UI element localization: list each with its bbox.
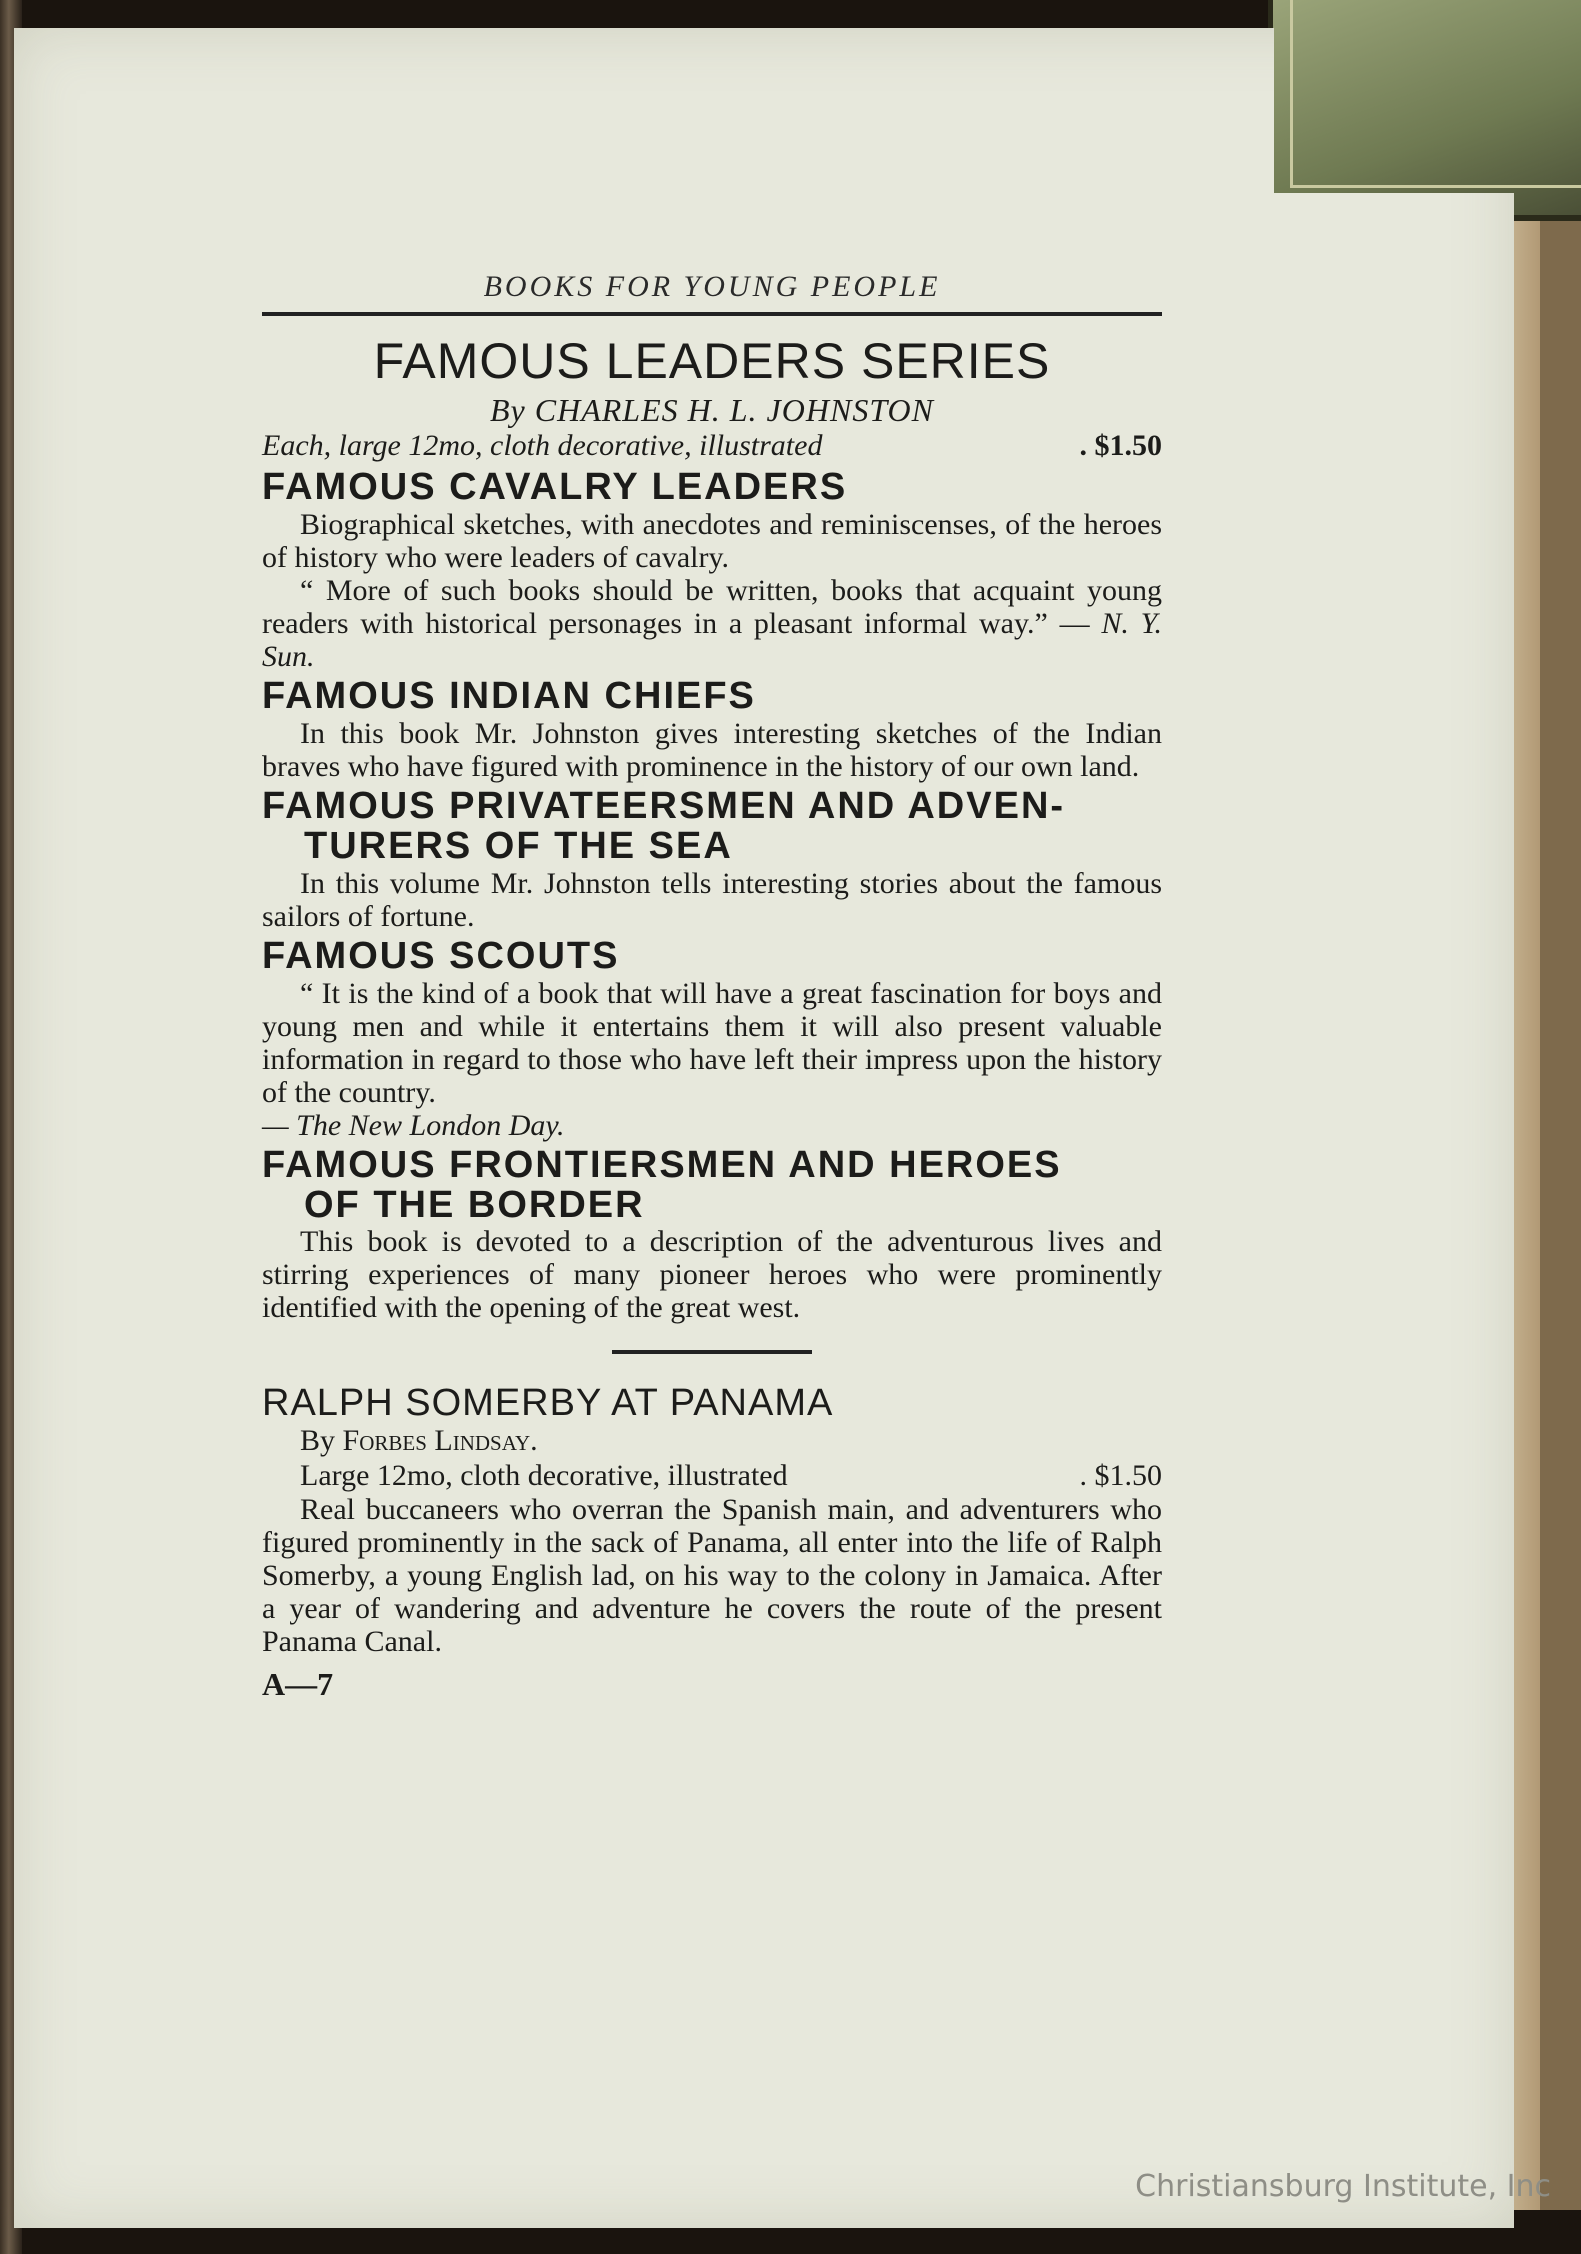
- book-entry: [262, 934, 1162, 1142]
- description-text: “ More of such books should be written, books that acquaint young readers with historical personages in a pleasant informal way.” —: [262, 574, 1162, 641]
- quote-source: N. Y. Sun.: [262, 607, 1163, 674]
- book-title-continuation: OF THE BORDER: [304, 1183, 645, 1226]
- book-description: [262, 717, 1162, 783]
- book-description: [262, 867, 1162, 933]
- description-text: In this volume Mr. Johnston tells interesting stories about the famous sailors of fortune.: [262, 866, 1162, 933]
- description-text: “ It is the kind of a book that will have a great fascination for boys and young men and while it entertains them it will also present valuable information in regard to those who have left their impress upon the history of the country.: [262, 976, 1162, 1109]
- standalone-price: . $1.50: [1079, 1458, 1162, 1492]
- watermark: Christiansburg Institute, Inc: [1135, 2169, 1551, 2204]
- book-entry: [262, 677, 1162, 783]
- cover-border-line: [1290, 0, 1581, 188]
- signature-mark: A—7: [262, 1666, 334, 1703]
- standalone-title: RALPH SOMERBY AT PANAMA: [262, 1382, 834, 1425]
- section-divider: [612, 1350, 812, 1354]
- series-price: . $1.50: [1079, 429, 1162, 463]
- book-title-text: FAMOUS FRONTIERSMEN AND HEROES: [262, 1143, 1062, 1186]
- book-title-text: FAMOUS CAVALRY LEADERS: [262, 466, 848, 509]
- description-text: In this book Mr. Johnston gives interesting sketches of the Indian braves who have figured with prominence in the history of our own land.: [262, 716, 1162, 783]
- running-head: BOOKS FOR YOUNG PEOPLE: [483, 270, 941, 303]
- quote-attribution: — The New London Day.: [262, 1108, 565, 1142]
- book-title: [262, 1143, 1162, 1226]
- book-title: [262, 784, 1162, 867]
- header-rule: [262, 312, 1162, 316]
- standalone-description: Real buccaneers who overran the Spanish main, and adventurers who figured prominently in the sack of Panama, all enter into the life of Ralph Somerby, a young English lad, on his way to the colony in Jamaica. After a year of wandering and adventure he covers the route of the present Panama Canal.: [262, 1493, 1162, 1659]
- book-description: [262, 1225, 1162, 1324]
- book-title: [262, 677, 1162, 717]
- page-content: [262, 270, 1162, 1703]
- book-description: [262, 977, 1162, 1109]
- description-text: This book is devoted to a description of the adventurous lives and stirring experiences of many pioneer heroes who were prominently identified with the opening of the great west.: [262, 1225, 1162, 1325]
- book-title: [262, 468, 1162, 508]
- byline-author: Forbes Lindsay.: [342, 1424, 538, 1458]
- standalone-edition: Large 12mo, cloth decorative, illustrated: [300, 1458, 788, 1492]
- byline-prefix: By: [300, 1424, 336, 1458]
- book-entry: [262, 1143, 1162, 1325]
- book-description: [262, 574, 1162, 673]
- standalone-byline: [262, 1424, 1162, 1459]
- book-list: [262, 468, 1162, 1324]
- standalone-edition-line: [262, 1459, 1162, 1494]
- book-title-text: FAMOUS PRIVATEERSMEN AND ADVEN-: [262, 784, 1066, 827]
- book-description: [262, 508, 1162, 574]
- book-title: [262, 934, 1162, 977]
- book-title-text: FAMOUS INDIAN CHIEFS: [262, 675, 756, 718]
- book-title-continuation: TURERS OF THE SEA: [304, 824, 733, 867]
- book-title-text: FAMOUS SCOUTS: [262, 934, 620, 977]
- series-title: FAMOUS LEADERS SERIES: [373, 333, 1051, 389]
- series-edition-line: [262, 428, 1162, 464]
- series-edition: Each, large 12mo, cloth decorative, illustrated: [262, 429, 823, 463]
- standalone-entry: [262, 1384, 1162, 1658]
- series-author: By CHARLES H. L. JOHNSTON: [490, 392, 934, 428]
- book-entry: [262, 784, 1162, 933]
- book-edge-shadow: [1540, 180, 1581, 2210]
- description-text: Biographical sketches, with anecdotes and reminiscenses, of the heroes of history who were leaders of cavalry.: [262, 508, 1162, 575]
- book-entry: [262, 468, 1162, 673]
